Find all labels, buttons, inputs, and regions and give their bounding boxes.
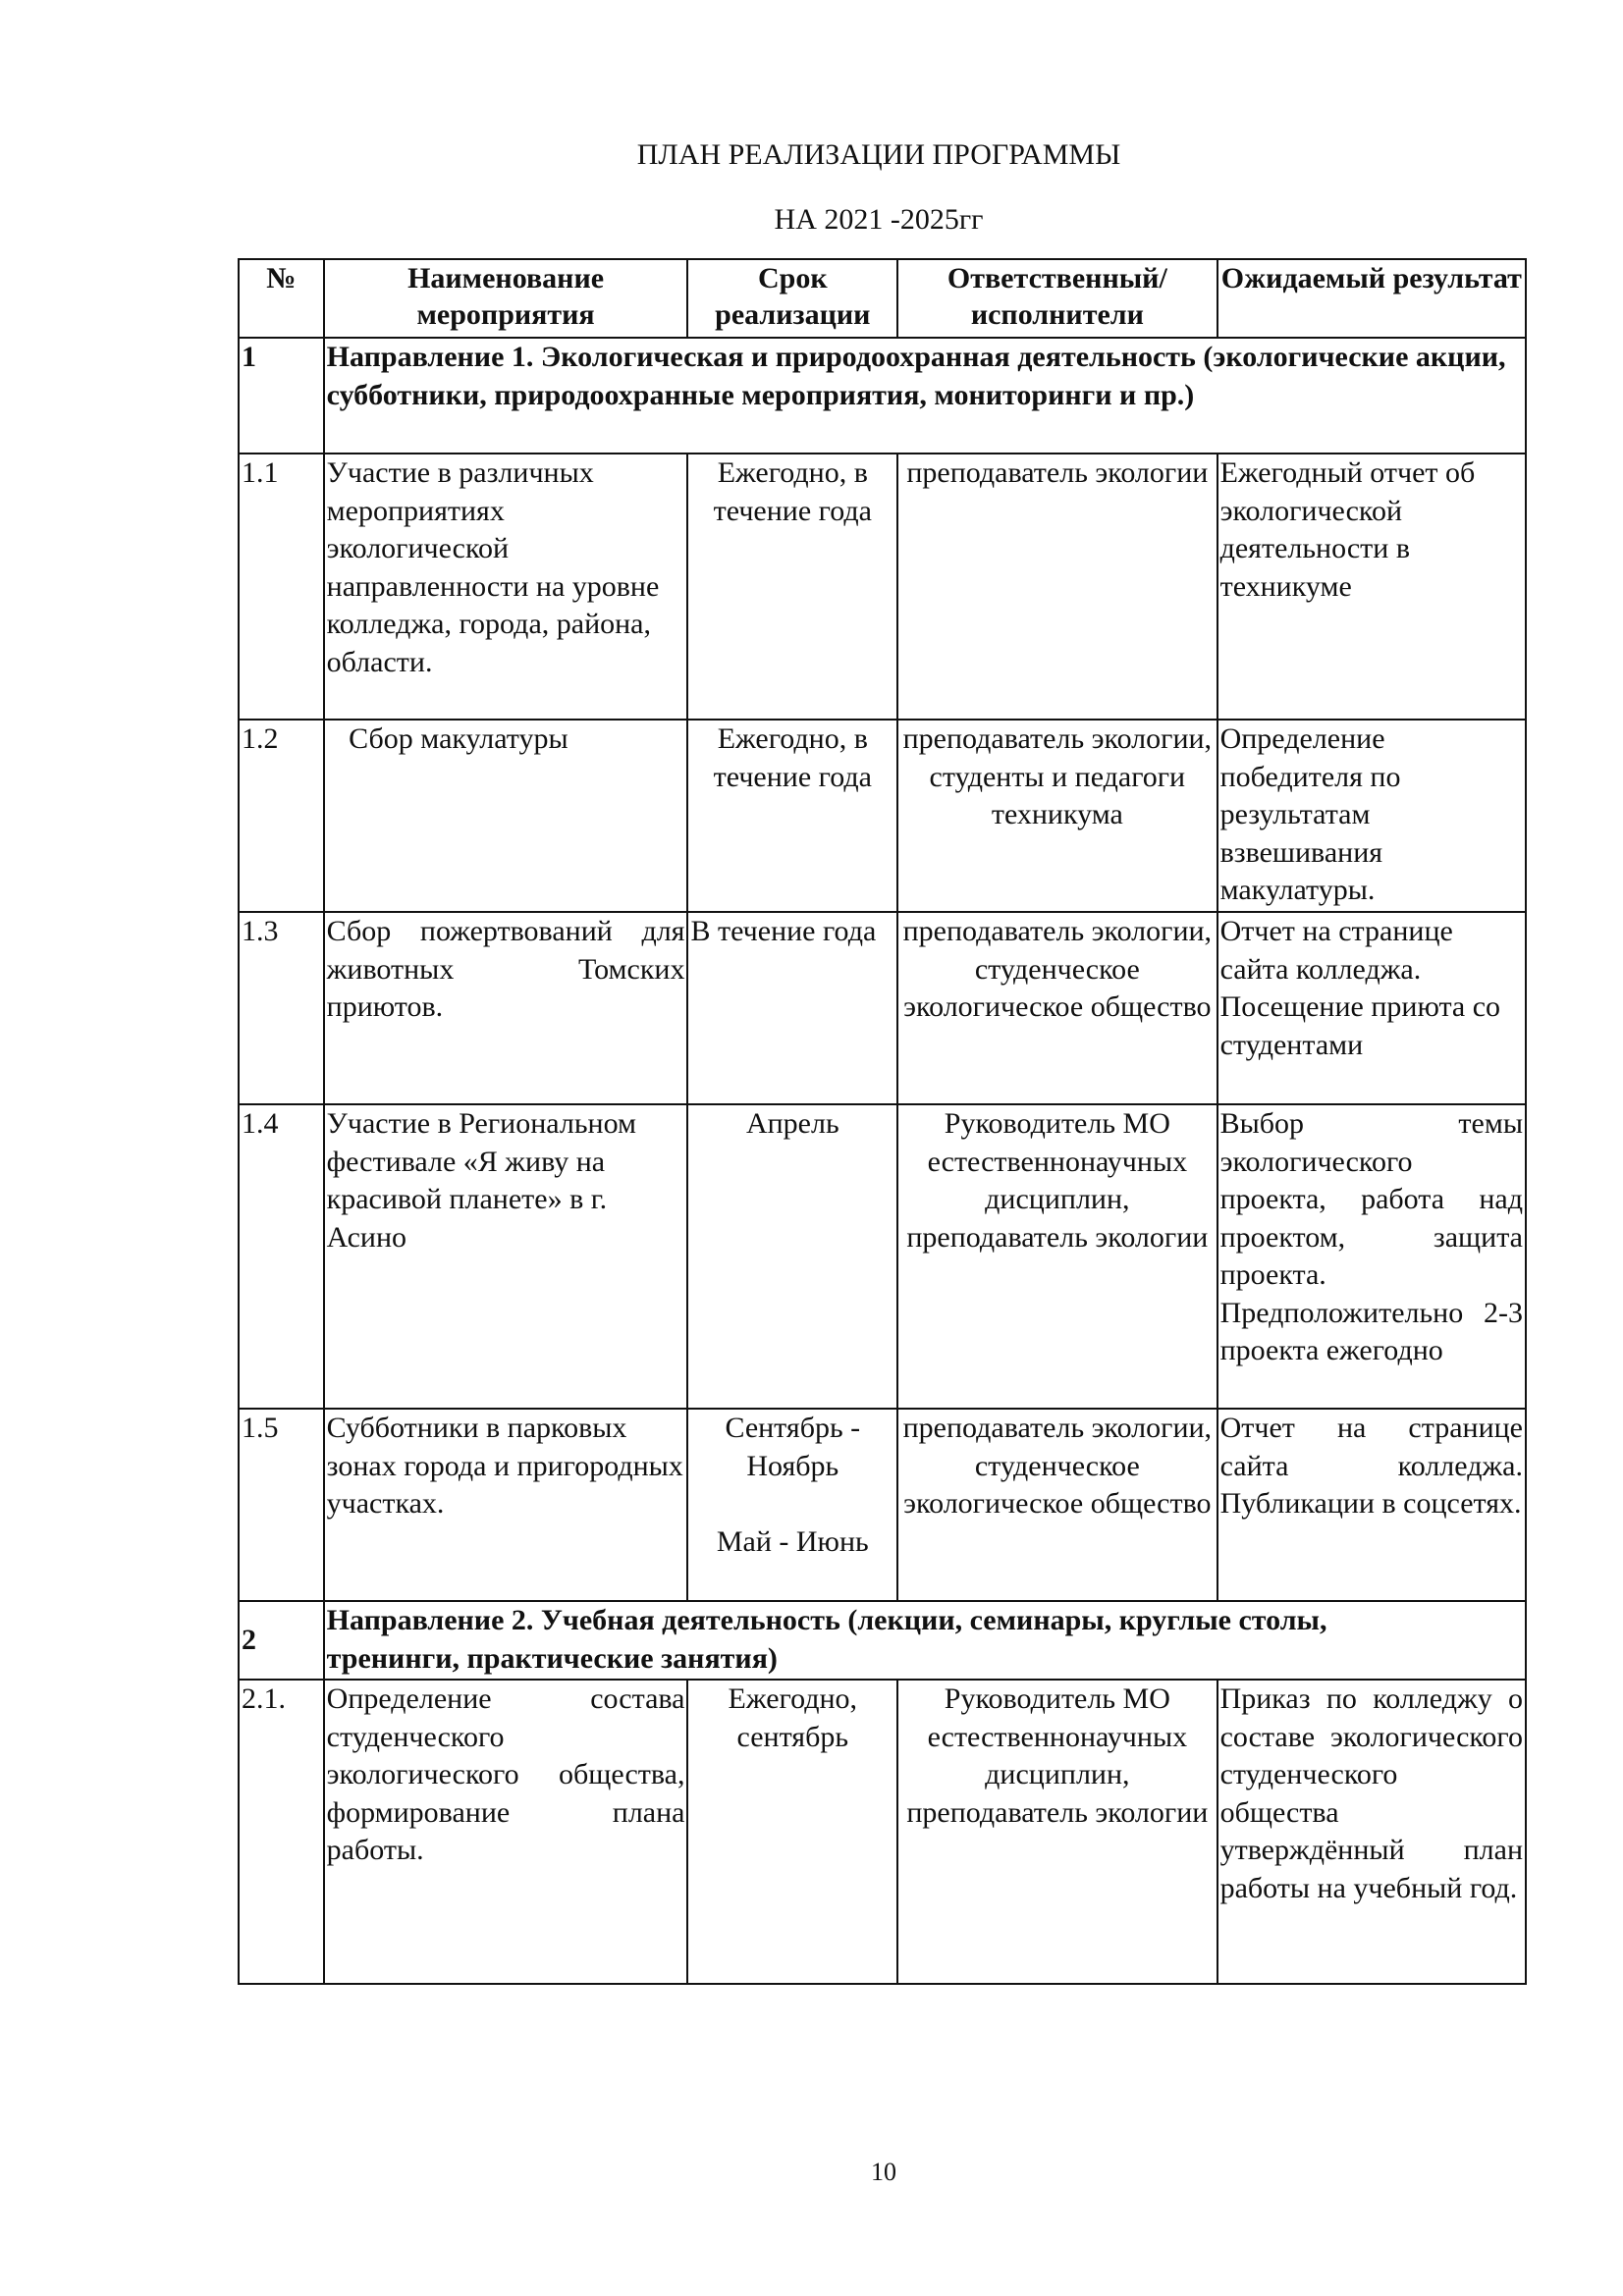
- table-row: [239, 454, 1526, 720]
- section-num: 2: [239, 1601, 324, 1680]
- row-responsible: Руководитель МО естественнонаучных дисциплин, преподаватель экологии: [897, 1680, 1217, 1984]
- table-row: [239, 1104, 1526, 1409]
- row-name: Сбор макулатуры: [324, 720, 688, 912]
- section-row: [239, 1601, 1526, 1680]
- row-term: Сентябрь - Ноябрь Май - Июнь: [687, 1409, 897, 1601]
- table-header-row: [239, 259, 1526, 338]
- table-row: [239, 720, 1526, 912]
- row-name: Субботники в парковых зонах города и пригородных участках.: [324, 1409, 688, 1601]
- header-responsible: Ответственный/ исполнители: [897, 259, 1217, 338]
- row-term: Апрель: [687, 1104, 897, 1409]
- row-term: Ежегодно, в течение года: [687, 454, 897, 720]
- section-num: 1: [239, 338, 324, 454]
- header-name: Наименование мероприятия: [324, 259, 688, 338]
- row-result: Отчет на странице сайта колледжа. Посещение приюта со студентами: [1217, 912, 1526, 1104]
- section-title: Направление 1. Экологическая и природоохранная деятельность (экологические акции, субботники, природоохранные мероприятия, мониторинги и пр.): [324, 338, 1526, 454]
- table-row: [239, 1680, 1526, 1984]
- row-result: Выбор темы экологического проекта, работа над проектом, защита проекта. Предположительно 2-3 проекта ежегодно: [1217, 1104, 1526, 1409]
- row-result: Ежегодный отчет об экологической деятельности в техникуме: [1217, 454, 1526, 720]
- document-title: ПЛАН РЕАЛИЗАЦИИ ПРОГРАММЫ: [636, 138, 1121, 171]
- page-number: 10: [871, 2158, 896, 2186]
- plan-table: [238, 258, 1527, 1985]
- table-row: [239, 1409, 1526, 1601]
- row-num: 1.3: [239, 912, 324, 1104]
- row-name: Участие в различных мероприятиях экологической направленности на уровне колледжа, города, района, области.: [324, 454, 688, 720]
- row-name: Участие в Региональном фестивале «Я живу на красивой планете» в г. Асино: [324, 1104, 688, 1409]
- row-num: 1.5: [239, 1409, 324, 1601]
- row-term: Ежегодно, в течение года: [687, 720, 897, 912]
- row-name: Определение состава студенческого экологического общества, формирование плана работы.: [324, 1680, 688, 1984]
- row-responsible: преподаватель экологии, студенческое экологическое общество: [897, 912, 1217, 1104]
- row-term: Ежегодно, сентябрь: [687, 1680, 897, 1984]
- header-result: Ожидаемый результат: [1217, 259, 1526, 338]
- row-name: Сбор пожертвований для животных Томских приютов.: [324, 912, 688, 1104]
- row-responsible: Руководитель МО естественнонаучных дисциплин, преподаватель экологии: [897, 1104, 1217, 1409]
- section-title: [324, 1601, 1526, 1680]
- row-responsible: преподаватель экологии: [897, 454, 1217, 720]
- row-result: Отчет на странице сайта колледжа. Публикации в соцсетях.: [1217, 1409, 1526, 1601]
- table-row: [239, 912, 1526, 1104]
- row-term: В течение года: [687, 912, 897, 1104]
- row-num: 1.4: [239, 1104, 324, 1409]
- row-num: 1.2: [239, 720, 324, 912]
- row-responsible: преподаватель экологии, студенческое экологическое общество: [897, 1409, 1217, 1601]
- document-subtitle: НА 2021 -2025гг: [774, 203, 984, 236]
- section-row: [239, 338, 1526, 454]
- row-result: Приказ по колледжу о составе экологического студенческого общества утверждённый план работы на учебный год.: [1217, 1680, 1526, 1984]
- header-num: №: [239, 259, 324, 338]
- header-term: Срок реализации: [687, 259, 897, 338]
- row-num: 2.1.: [239, 1680, 324, 1984]
- section-title-text: Направление 2. Учебная деятельность (лекции, семинары, круглые столы, тренинги, практические занятия): [326, 1604, 1327, 1675]
- row-result: Определение победителя по результатам взвешивания макулатуры.: [1217, 720, 1526, 912]
- row-num: 1.1: [239, 454, 324, 720]
- row-responsible: преподаватель экологии, студенты и педагоги техникума: [897, 720, 1217, 912]
